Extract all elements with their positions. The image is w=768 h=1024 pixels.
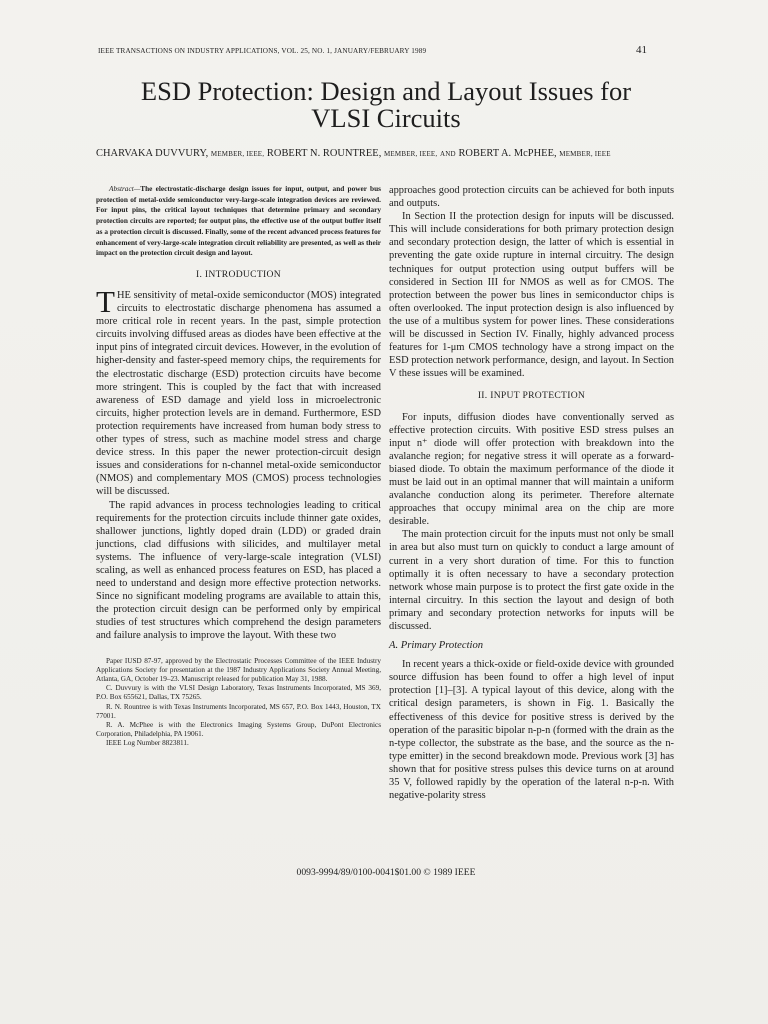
author-1: CHARVAKA DUVVURY, bbox=[96, 148, 209, 159]
title-line-2: VLSI Circuits bbox=[311, 103, 461, 133]
section-heading-introduction: I. INTRODUCTION bbox=[196, 268, 281, 280]
abstract bbox=[96, 184, 381, 259]
author-and: AND bbox=[440, 150, 456, 158]
footnote-paper-info: Paper IUSD 87-97, approved by the Electrostatic Processes Committee of the IEEE Industry Applications Society for presentation at the 1987 Industry Applications Society Annual Meeting, Atlanta, GA, October 19–23. Manuscript released for publication May 31, 1988. bbox=[96, 656, 381, 683]
footnote-log-number: IEEE Log Number 8823811. bbox=[106, 739, 189, 748]
copyright-footer: 0093-9994/89/0100-0041$01.00 © 1989 IEEE bbox=[296, 867, 476, 878]
abstract-label: Abstract— bbox=[109, 184, 141, 193]
page-number: 41 bbox=[636, 44, 647, 56]
title-line-1: ESD Protection: Design and Layout Issues for bbox=[140, 76, 632, 106]
right-paragraph-1: In Section II the protection design for inputs will be discussed. This will include considerations for both primary protection design and secondary protection design, the latter of which is essential in preventing the gate oxide rupture in internal circuitry. The design techniques for output protection using output buffers will be considered in Section III for NMOS as well as for CMOS. The protection between the power bus lines in semiconductor chips is often overlooked. The input protection design is also influenced by the use of a multibus system for power lines. These considerations will be discussed in Section IV. Finally, highly advanced process features for 1-μm CMOS technology have a strong impact on the ESD protection network performance, design, and layout. In Section V these issues will be examined. bbox=[389, 211, 674, 380]
paper-title bbox=[80, 78, 692, 132]
footnote-author-1: C. Duvvury is with the VLSI Design Laboratory, Texas Instruments Incorporated, MS 369, P.O. Box 655621, Dallas, TX 75265. bbox=[96, 684, 381, 702]
author-1-membership: MEMBER, IEEE, bbox=[210, 150, 265, 158]
author-3: ROBERT A. McPHEE, bbox=[458, 148, 557, 159]
subsection-heading-primary-protection: A. Primary Protection bbox=[389, 640, 484, 652]
author-3-membership: MEMBER, IEEE bbox=[559, 150, 611, 158]
intro-paragraph-1 bbox=[96, 284, 381, 499]
section-heading-input-protection: II. INPUT PROTECTION bbox=[477, 390, 586, 402]
input-protection-paragraph-2: The main protection circuit for the inputs must not only be small in area but also must turn on quickly to conduct a large amount of current in a very short duration of time. For this to function optimally it is often necessary to have a secondary protection network whose main purpose is to protect the first gate oxide in the internal circuitry. In this section the layout and design of both primary and secondary protection networks for inputs will be discussed. bbox=[389, 529, 674, 632]
footnote bbox=[96, 657, 381, 749]
right-column bbox=[389, 184, 674, 802]
drop-cap: T bbox=[96, 284, 115, 320]
input-protection-paragraph-1: For inputs, diffusion diodes have conventionally served as effective protection circuits. With positive ESD stress pulses an input n⁺ diode will offer protection with breakdown into the avalanche region; for negative stress it will operate as a forward-biased diode. To obtain the maximum performance of the diode it must be laid out in an optimal manner that will maintain a uniform avalanche conduction along its perimeter. Therefore alternate approaches that occupy minimal area on the chip are more desirable. bbox=[389, 411, 674, 528]
intro-paragraph-1-text: HE sensitivity of metal-oxide semiconductor (MOS) integrated circuits to electrostatic discharge phenomena has assumed a more critical role in recent years. In the past, simple protection circuits involving diffused areas as diodes have been effective at the input pins of integrated circuit devices. However, in the evolution of higher-density and faster-speed memory chips, the requirements for the electrostatic discharge (ESD) protection circuits have become more stringent. This is coupled by the fact that with increased awareness of ESD damage and yield loss in microelectronic circuits, higher protection levels are in demand. Furthermore, ESD protection requirements have increased from human body stress to other types of stress, such as machine model stress and charge device stress. In this paper the newer protection-circuit design issues and considerations for n-channel metal-oxide semiconductor (NMOS) and complementary MOS (CMOS) process technologies will be discussed. bbox=[96, 290, 381, 498]
primary-protection-paragraph: In recent years a thick-oxide or field-oxide device with grounded source diffusion has been found to offer a high level of input protection [1]–[3]. A typical layout of this device, along with the critical design parameters, is shown in Fig. 1. Basically the effectiveness of this device for positive stress is derived by the operation of the parasitic bipolar n-p-n (formed with the drain as the n-type collector, the substrate as the base, and the source as the n-type emitter) in the second breakdown mode. Previous work [3] has shown that for positive stress pulses this device turns on at around 35 V, followed rapidly by the operation of the lateral n-p-n. With negative-polarity stress bbox=[389, 659, 674, 802]
abstract-text: The electrostatic-discharge design issues for input, output, and power bus protection of metal-oxide semiconductor very-large-scale integration devices are reviewed. For input pins, the critical layout techniques that determine primary and secondary protection circuits are reported; for output pins, the effective use of the output buffer itself as a protection circuit is discussed. Finally, some of the recent advanced process features for enhancement of very-large-scale integration circuit reliability are presented, as well as their impact on the protection circuit design and layout. bbox=[96, 184, 381, 258]
right-paragraph-0: approaches good protection circuits can be achieved for both inputs and outputs. bbox=[389, 185, 674, 210]
author-list bbox=[96, 148, 676, 159]
running-head: IEEE TRANSACTIONS ON INDUSTRY APPLICATIONS, VOL. 25, NO. 1, JANUARY/FEBRUARY 1989 bbox=[98, 47, 427, 55]
footnote-author-3: R. A. McPhee is with the Electronics Imaging Systems Group, DuPont Electronics Corporation, Philadelphia, PA 19061. bbox=[96, 720, 381, 739]
author-2-membership: MEMBER, IEEE, bbox=[384, 150, 438, 158]
intro-paragraph-2: The rapid advances in process technologies leading to critical requirements for the protection circuits include thinner gate oxides, shallower junctions, lightly doped drain (LDD) or graded drain junctions, clad diffusions with silicides, and multilayer metal systems. The influence of very-large-scale integration (VLSI) scaling, as well as enhanced process features on ESD, has placed a need to understand and design more effective protection networks. Since no significant modeling programs are available to attain this, the protection circuit design can be performed only by empirical studies of test structures which comprehend the design parameters and failure analysis to improve the layout. With these two bbox=[96, 499, 381, 642]
footnote-author-2: R. N. Rountree is with Texas Instruments Incorporated, MS 657, P.O. Box 1443, Houston, TX 77001. bbox=[96, 702, 381, 720]
left-column bbox=[96, 184, 381, 749]
author-2: ROBERT N. ROUNTREE, bbox=[266, 148, 382, 159]
